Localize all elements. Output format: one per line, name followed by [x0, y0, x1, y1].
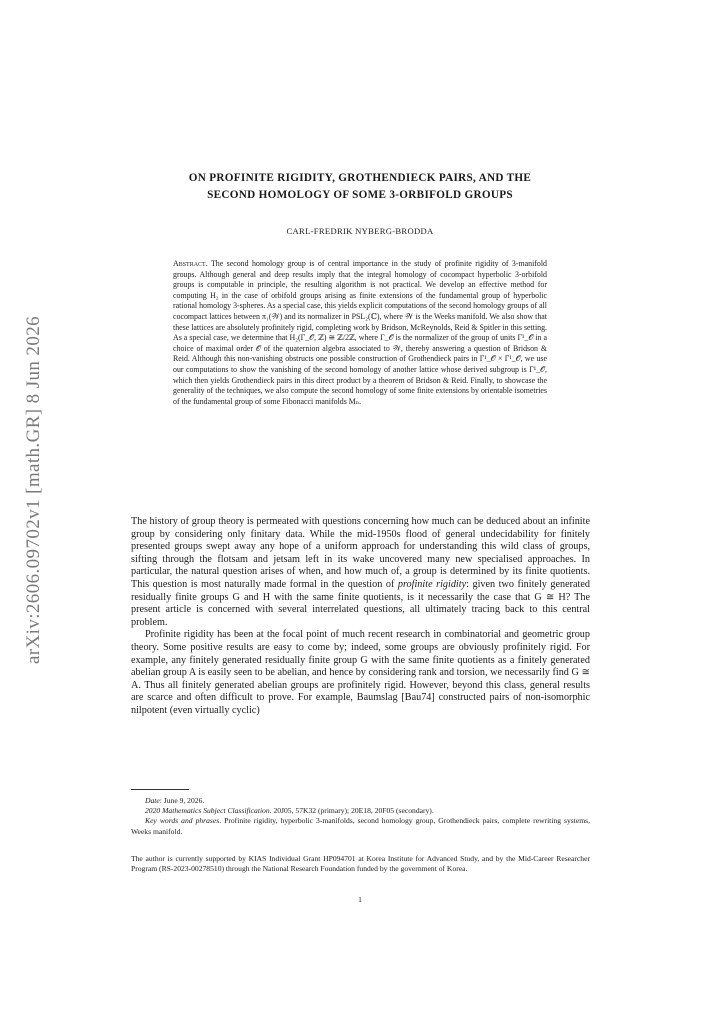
abstract [173, 259, 547, 407]
paragraph-1 [131, 516, 590, 629]
emphasis-profinite-rigidity: profinite rigidity [397, 578, 467, 590]
paragraph-1-end: : given two finitely generated residually finite groups G and H with the same finite quotients, is it necessarily the case that G ≅ H? The present article is concerned with several interrelated questions, all ultimately tracing back to this central problem. [131, 578, 591, 628]
footnote-date [131, 796, 590, 806]
paper-title [120, 170, 600, 204]
abstract-text: The second homology group is of central importance in the study of profinite rigidity of 3-manifold groups. Although general and deep results imply that the integral homology of cocompact hyperbolic 3-orbifold groups is computable in principle, the resulting algorithm is not practical. We develop an effective method for computing H₂ in the case of orbifold groups arising as finite extensions of the fundamental group of hyperbolic rational homology 3-spheres. As a special case, this yields explicit computations of the second homology groups of all cocompact lattices between π₁(𝒲) and its normalizer in PSL₂(ℂ), where 𝒲 is the Weeks manifold. We also show that these lattices are absolutely profinitely rigid, completing work by Bridson, McReynolds, Reid & Spitler in this setting. As a special case, we determine that H₂(Γ_𝒪, ℤ) ≅ ℤ/2ℤ, where Γ_𝒪 is the normalizer of the group of units Γ¹_𝒪 in a choice of maximal order 𝒪 of the quaternion algebra associated to 𝒲, thereby answering a question of Bridson & Reid. Although this non-vanishing obstructs one possible construction of Grothendieck pairs in Γ¹_𝒪 × Γ¹_𝒪, we use our computations to show the vanishing of the second homology of another lattice whose derived subgroup is Γ¹_𝒪, which then yields Grothendieck pairs in this direct product by a theorem of Bridson & Reid. Finally, to showcase the generality of the techniques, we also compute the second homology of some finite extensions by orientable isometries of the fundamental group of some Fibonacci manifolds Mₙ. [173, 259, 547, 406]
title-line-1: ON PROFINITE RIGIDITY, GROTHENDIECK PAIRS, AND THE [188, 172, 532, 184]
footnote-rule [131, 789, 189, 790]
page-number: 1 [358, 895, 362, 904]
keywords-label: Key words and phrases [145, 816, 220, 826]
msc-value: . 20J05, 57K32 (primary); 20E18, 20F05 (secondary). [269, 806, 434, 816]
footnote-keywords [131, 816, 590, 836]
paragraph-2: Profinite rigidity has been at the focal point of much recent research in combinatorial and geometric group theory. Some positive results are easy to come by; indeed, some groups are obviously profinitely rigid. For example, any finitely generated residually finite group G with the same finite quotients as a finitely generated abelian group A is easily seen to be abelian, and hence by considering rank and torsion, we necessarily find G ≅ A. Thus all finitely generated abelian groups are profinitely rigid. However, beyond this class, general results are scarce and often difficult to prove. For example, Baumslag [Bau74] constructed pairs of non-isomorphic nilpotent (even virtually cyclic) [131, 629, 590, 716]
arxiv-sidebar [14, 290, 54, 690]
paragraph-1-start: The history of group theory is permeated with questions concerning how much can be deduced about an infinite group by considering only finitary data. While the mid-1950s flood of general undecidability for finitely presented groups swept away any hope of a uniform approach for understanding this wild class of groups, sifting through the flotsam and jetsam left in its wake uncovered many new specialised approaches. In particular, the natural question arises of when, and how much of, a group is determined by its finite quotients. This question is most naturally made formal in the question of [131, 516, 590, 590]
footnotes [131, 796, 590, 837]
keywords-value: . Profinite rigidity, hyperbolic 3-manifolds, second homology group, Grothendieck pairs, complete rewriting systems, Weeks manifold. [131, 816, 590, 836]
footnote-msc [131, 806, 590, 816]
arxiv-identifier: arXiv:2606.09702v1 [math.GR] 8 Jun 2026 [23, 315, 45, 665]
date-value: : June 9, 2026. [159, 796, 205, 805]
title-line-2: SECOND HOMOLOGY OF SOME 3-ORBIFOLD GROUPS [207, 189, 513, 201]
body-text [131, 516, 590, 718]
date-label: Date [145, 796, 160, 805]
funding-note: The author is currently supported by KIAS Individual Grant HP094701 at Korea Institute for Advanced Study, and by the Mid-Career Researcher Program (RS-2023-00278510) through the National Research Foundation funded by the government of Korea. [131, 854, 590, 874]
author-name: CARL-FREDRIK NYBERG-BRODDA [286, 226, 434, 236]
msc-label: 2020 Mathematics Subject Classification [145, 806, 270, 816]
abstract-label: Abstract. [173, 259, 208, 268]
